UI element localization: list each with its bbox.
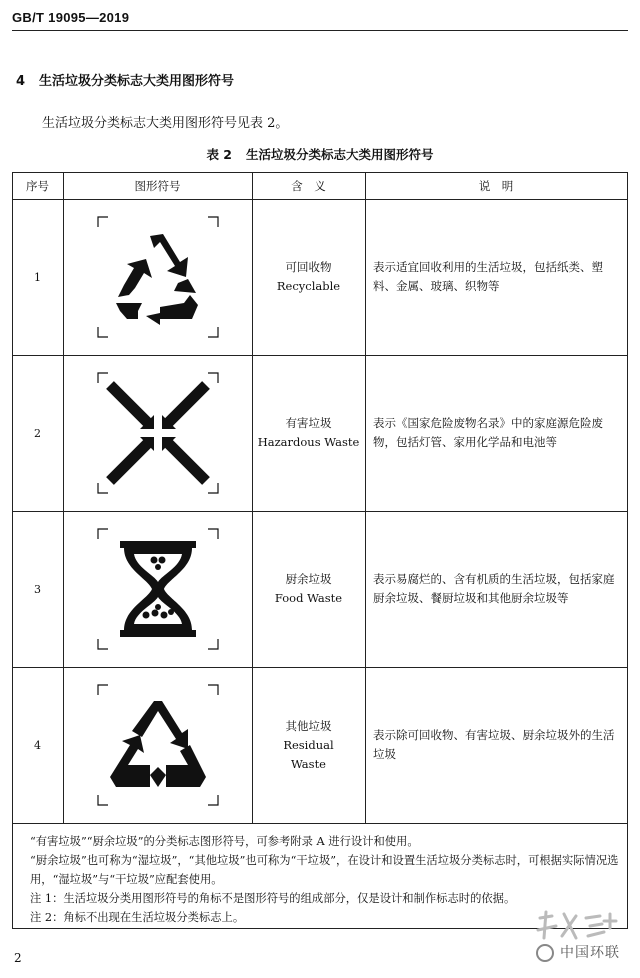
table-caption-title: 生活垃圾分类标志大类用图形符号: [246, 147, 434, 162]
standard-id: GB/T 19095—2019: [12, 10, 130, 25]
watermark-badge-icon: [536, 944, 554, 962]
header-description: 说 明: [478, 178, 514, 193]
symbol-cell: [63, 511, 252, 667]
meaning-en: Food Waste: [274, 591, 343, 605]
header-meaning: 含 义: [291, 178, 326, 193]
table-caption: [0, 145, 640, 163]
header-index: 序号: [26, 178, 49, 193]
section-title: [16, 70, 234, 89]
note-line: 注 2：角标不出现在生活垃圾分类标志上。: [30, 911, 245, 924]
section-title-text: 生活垃圾分类标志大类用图形符号: [39, 74, 235, 89]
description-text: 表示除可回收物、有害垃圾、厨余垃圾外的生活垃圾: [373, 728, 615, 761]
meaning-zh: 可回收物: [285, 260, 332, 274]
recyclable-symbol-icon: [96, 215, 220, 339]
row-index: 1: [34, 270, 41, 284]
watermark-text: 中国环联: [560, 945, 620, 961]
section-number: 4: [16, 74, 26, 89]
meaning-en: Residual: [283, 737, 334, 752]
meaning-cell: [252, 199, 365, 355]
table-caption-number: 表 2: [206, 147, 233, 162]
note-line: “厨余垃圾”也可称为“湿垃圾”，“其他垃圾”也可称为“干垃圾”，在设计和设置生活垃圾分类标志时，可根据实际情况选用，“湿垃圾”与“干垃圾”应配套使用。: [30, 854, 619, 886]
intro-paragraph: 生活垃圾分类标志大类用图形符号见表 2。: [42, 116, 289, 131]
header-symbol: 图形符号: [134, 178, 181, 193]
note-line: 注 1：生活垃圾分类用图形符号的角标不是图形符号的组成部分，仅是设计和制作标志时的依据。: [30, 892, 516, 905]
description-text: 表示适宜回收利用的生活垃圾，包括纸类、塑料、金属、玻璃、织物等: [373, 260, 603, 293]
description-text: 表示易腐烂的、含有机质的生活垃圾，包括家庭厨余垃圾、餐厨垃圾和其他厨余垃圾等: [373, 572, 615, 605]
note-line: “有害垃圾”“厨余垃圾”的分类标志图形符号，可参考附录 A 进行设计和使用。: [30, 835, 419, 848]
row-index: 4: [34, 738, 41, 752]
symbol-cell: [63, 199, 252, 355]
food-waste-symbol-icon: [96, 527, 220, 651]
symbol-cell: [63, 355, 252, 511]
table-rule: [12, 823, 628, 824]
meaning-zh: 有害垃圾: [285, 416, 332, 430]
meaning-cell: [252, 355, 365, 511]
description-cell: [365, 667, 627, 823]
meaning-zh: 其他垃圾: [285, 718, 332, 733]
table-rule: [627, 172, 628, 929]
description-cell: [365, 511, 627, 667]
description-cell: [365, 355, 627, 511]
meaning-cell: [252, 511, 365, 667]
meaning-en: Hazardous Waste: [257, 435, 360, 449]
residual-waste-symbol-icon: [96, 683, 220, 807]
hazardous-waste-symbol-icon: [96, 371, 220, 495]
symbol-cell: [63, 667, 252, 823]
description-text: 表示《国家危险废物名录》中的家庭源危险废物，包括灯管、家用化学品和电池等: [373, 416, 603, 449]
meaning-en: Recyclable: [276, 279, 341, 293]
symbol-table: [12, 172, 628, 929]
meaning-cell: [252, 667, 365, 823]
row-index: 3: [34, 582, 41, 596]
description-cell: [365, 199, 627, 355]
meaning-zh: 厨余垃圾: [285, 572, 332, 586]
meaning-en: Waste: [290, 756, 326, 771]
watermark: [530, 908, 622, 970]
header-rule: [12, 30, 628, 31]
page-number: 2: [14, 951, 22, 965]
row-index: 2: [34, 426, 41, 440]
